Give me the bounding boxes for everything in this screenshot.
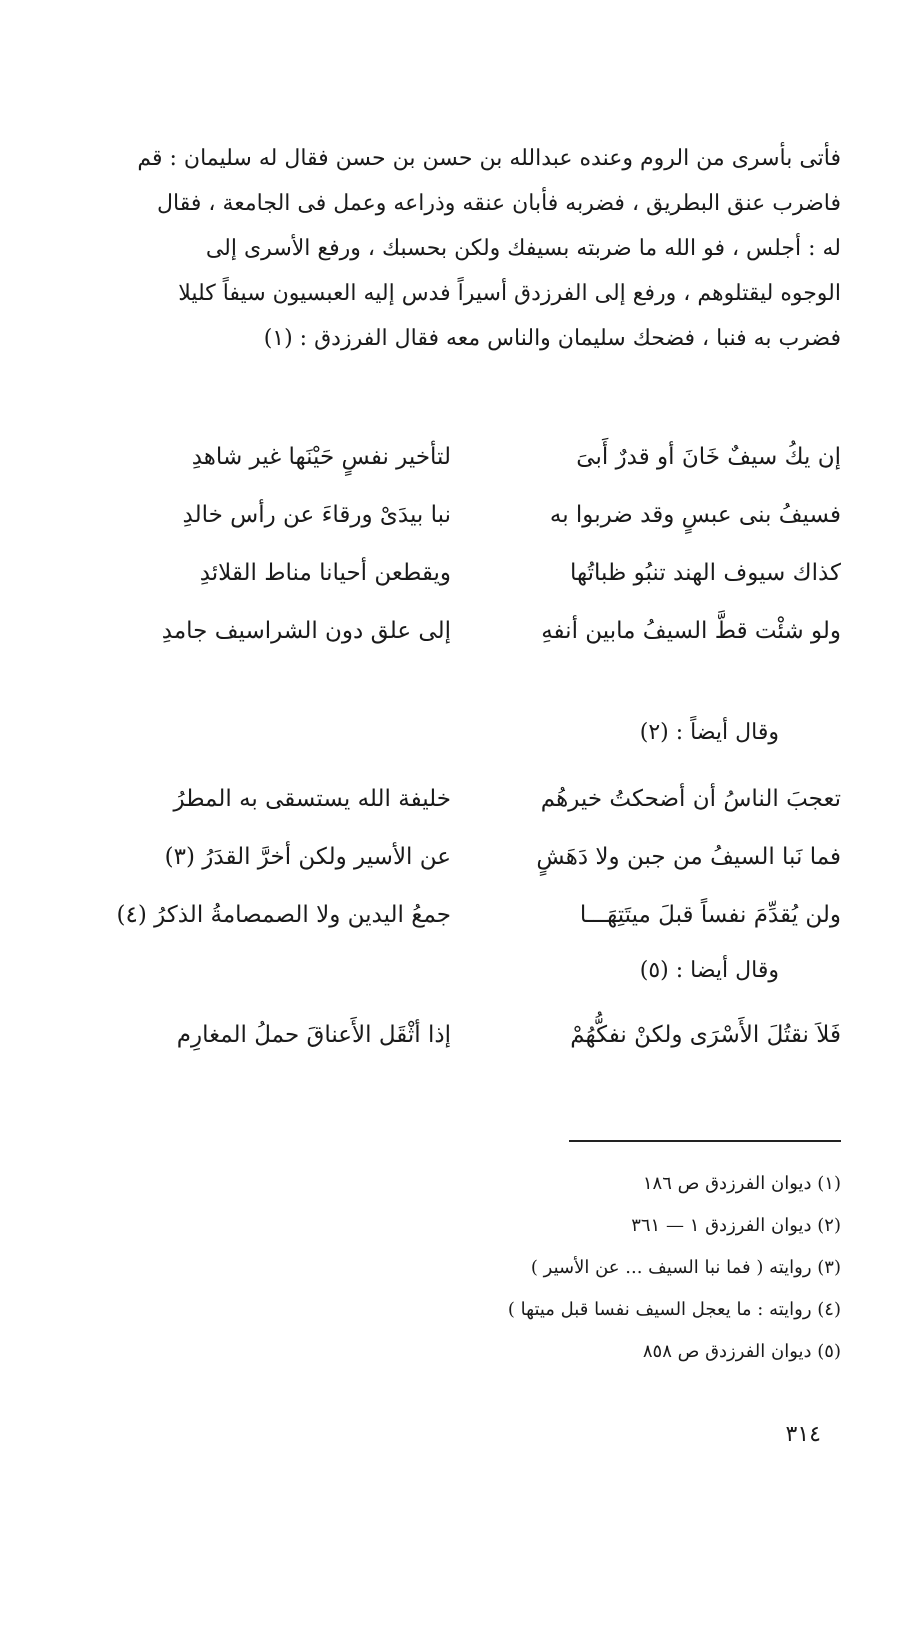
first-hemistich: كذاك سيوف الهند تنبُو ظباتُها: [570, 560, 841, 586]
verse-line: [61, 428, 841, 486]
verse-line: [61, 770, 841, 828]
footnote: (٢) ديوان الفرزدق ١ — ٣٦١: [631, 1215, 841, 1236]
poem-intro: وقال أيضا : (٥): [639, 958, 779, 983]
first-hemistich: ولو شئْت قطَّ السيفُ مابين أنفهِ: [541, 618, 841, 644]
footnote: (٤) روايته : ما يعجل السيف نفسا قبل ميتها ): [507, 1299, 841, 1320]
second-hemistich: إذا أثْقَل الأَعناقَ حملُ المغارِم: [176, 1022, 451, 1048]
second-hemistich: خليفة الله يستسقى به المطرُ: [173, 786, 451, 812]
prose-line: فاضرب عنق البطريق ، فضربه فأبان عنقه وذراعه وعمل فى الجامعة ، فقال: [157, 191, 841, 216]
second-hemistich: نبا بيدَىْ ورقاءَ عن رأس خالدِ: [182, 502, 451, 528]
footnote: (١) ديوان الفرزدق ص ١٨٦: [642, 1173, 841, 1194]
prose-paragraph: [61, 136, 841, 361]
first-hemistich: فَلاَ نقتُلَ الأَسْرَى ولكنْ نفكُّهُمْ: [570, 1022, 841, 1048]
verse-line: [61, 886, 841, 944]
first-hemistich: فسيفُ بنى عبسٍ وقد ضربوا به: [549, 502, 841, 528]
verse-line: [61, 1006, 841, 1064]
poem-1: [61, 428, 841, 660]
page-number: ٣١٤: [785, 1422, 821, 1447]
second-hemistich: ويقطعن أحيانا مناط القلائدِ: [199, 560, 451, 586]
footnote: (٣) روايته ( فما نبا السيف ... عن الأسير ): [530, 1257, 841, 1278]
footnote-divider: [569, 1140, 841, 1142]
verse-line: [61, 486, 841, 544]
first-hemistich: فما نَبا السيفُ من جبن ولا دَهَشٍ: [536, 844, 841, 870]
prose-line: فأتى بأسرى من الروم وعنده عبدالله بن حسن بن حسن فقال له سليمان : قم: [137, 146, 841, 171]
first-hemistich: تعجبَ الناسُ أن أضحكتُ خيرهُم: [540, 786, 841, 812]
prose-line: فضرب به فنبا ، فضحك سليمان والناس معه فقال الفرزدق : (١): [263, 326, 841, 351]
second-hemistich: عن الأسير ولكن أخرَّ القدَرُ (٣): [164, 844, 451, 870]
footnotes: [341, 1163, 841, 1373]
poem-3: [61, 1006, 841, 1064]
poem-intro: وقال أيضاً : (٢): [639, 720, 779, 745]
first-hemistich: ولن يُقدِّمَ نفساً قبلَ ميتَتِهَـــا: [579, 902, 841, 928]
second-hemistich: إلى علق دون الشراسيف جامدِ: [161, 618, 451, 644]
footnote: (٥) ديوان الفرزدق ص ٨٥٨: [642, 1341, 841, 1362]
prose-line: الوجوه ليقتلوهم ، ورفع إلى الفرزدق أسيراً فدس إليه العبسيون سيفاً كليلا: [178, 281, 841, 306]
verse-line: [61, 602, 841, 660]
verse-line: [61, 544, 841, 602]
prose-line: له : أجلس ، فو الله ما ضربته بسيفك ولكن بحسبك ، ورفع الأسرى إلى: [205, 236, 841, 261]
poem-2: [61, 770, 841, 944]
verse-line: [61, 828, 841, 886]
second-hemistich: لتأخير نفسٍ حَيْنَها غير شاهدِ: [191, 444, 451, 470]
second-hemistich: جمعُ اليدين ولا الصمصامةُ الذكرُ (٤): [116, 902, 451, 928]
first-hemistich: إن يكُ سيفٌ خَانَ أو قدرٌ أَبىَ: [576, 444, 841, 470]
